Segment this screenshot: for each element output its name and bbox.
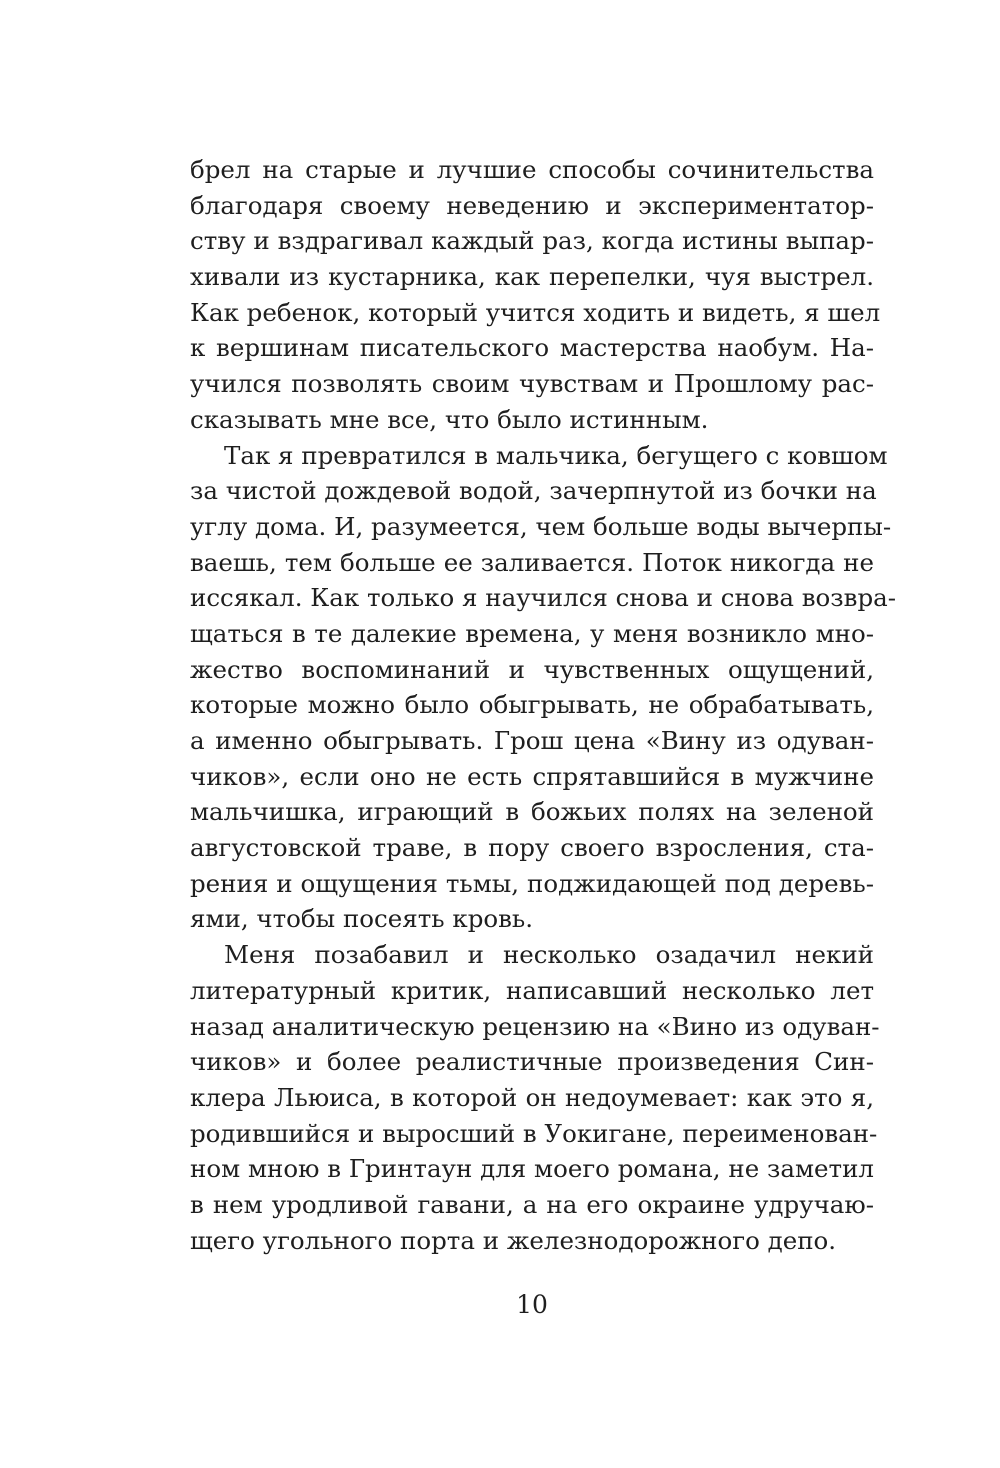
text-line: за чистой дождевой водой, зачерпнутой из бочки на [190,476,877,506]
text-line: мальчишка, играющий в божьих полях на зеленой [190,797,874,827]
text-line: назад аналитическую рецензию на «Вино из одуван- [190,1011,880,1041]
text-line: клера Льюиса, в которой он недоумевает: как это я, [190,1082,874,1112]
text-line: а именно обыгрывать. Грош цена «Вину из одуван- [190,726,874,755]
text-line: Так я превратился в мальчика, бегущего с ковшом [224,440,888,470]
paragraph-1 [190,152,881,438]
text-line: чиков» и более реалистичные произведения Син- [190,1047,874,1077]
text-line: в нем уродливой гавани, а на его окраине удручаю- [190,1189,874,1219]
text-line: ями, чтобы посеять кровь. [190,904,534,934]
text-line: Как ребенок, который учится ходить и видеть, я шел [190,297,881,327]
text-line: ном мною в Гринтаун для моего романа, не заметил [190,1154,874,1184]
text-line: щего угольного порта и железнодорожного депо. [190,1225,837,1255]
text-line: ваешь, тем больше ее заливается. Поток никогда не [190,547,874,577]
text-line: учился позволять своим чувствам и Прошлому рас- [190,369,874,399]
text-line: чиков», если оно не есть спрятавшийся в мужчине [190,761,874,791]
text-line: хивали из кустарника, как перепелки, чуя выстрел. [190,262,874,292]
text-line: иссякал. Как только я научился снова и снова возвра- [190,583,897,613]
paragraph-2 [190,438,897,938]
text-line: рения и ощущения тьмы, поджидающей под деревь- [190,868,874,898]
text-line: брел на старые и лучшие способы сочинительства [190,155,874,184]
text-line: щаться в те далекие времена, у меня возникло мно- [190,618,874,648]
text-line: которые можно было обыгрывать, не обрабатывать, [190,690,874,720]
text-line: Меня позабавил и несколько озадачил некий [224,940,874,970]
text-line: родившийся и выросший в Уокигане, переименован- [190,1118,878,1148]
text-line: августовской траве, в пору своего взросления, ста- [190,833,874,863]
page-number: 10 [516,1290,548,1319]
text-line: благодаря своему неведению и экспериментатор- [190,190,874,220]
text-line: жество воспоминаний и чувственных ощущений, [190,654,874,684]
text-line: литературный критик, написавший несколько лет [190,975,874,1005]
text-line: сказывать мне все, что было истинным. [190,404,709,434]
text-line: ству и вздрагивал каждый раз, когда истины выпар- [190,226,874,256]
text-line: к вершинам писательского мастерства наобум. На- [190,333,874,363]
body-text [190,152,897,1258]
text-line: углу дома. И, разумеется, чем больше воды вычерпы- [190,511,892,541]
paragraph-3 [190,937,880,1258]
